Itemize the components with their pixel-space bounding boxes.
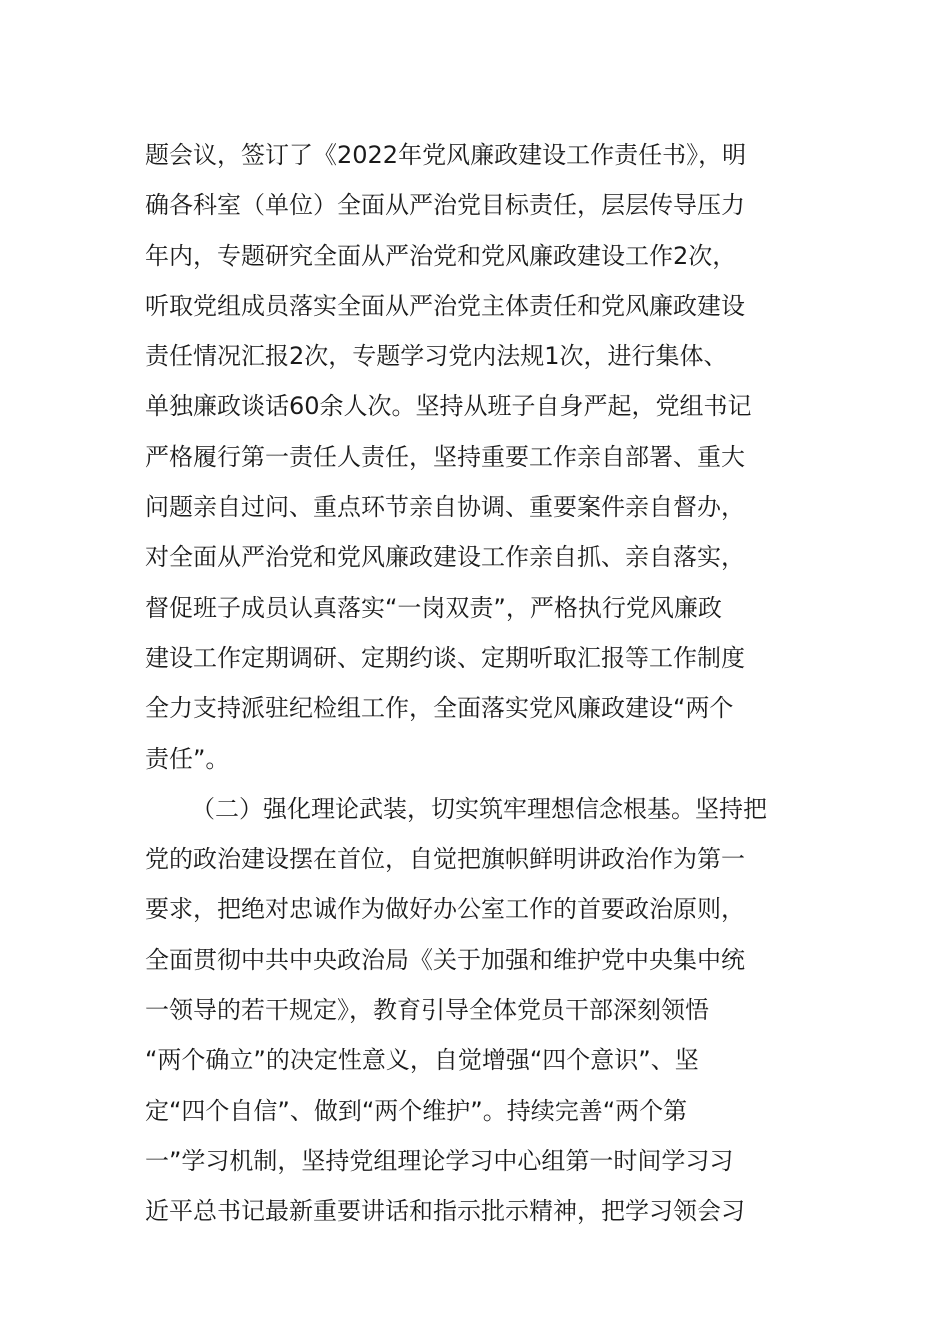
text-line: 确各科室（单位）全面从严治党目标责任，层层传导压力	[145, 191, 745, 220]
text-line: 责任情况汇报2次，专题学习党内法规1次，进行集体、	[145, 342, 728, 371]
section-heading-line: （二）强化理论武装，切实筑牢理想信念根基。坚持把	[191, 794, 767, 823]
text-line: 责任”。	[145, 744, 230, 773]
text-line: 一领导的若干规定》，教育引导全体党员干部深刻领悟	[145, 996, 709, 1025]
text-line: 题会议，签订了《2022年党风廉政建设工作责任书》，明	[145, 141, 747, 169]
text-line: 单独廉政谈话60余人次。坚持从班子自身严起，党组书记	[145, 392, 752, 421]
text-line: 听取党组成员落实全面从严治党主体责任和党风廉政建设	[145, 291, 745, 320]
text-line: 定“四个自信”、做到“两个维护”。持续完善“两个第	[145, 1096, 688, 1125]
text-line: 督促班子成员认真落实“一岗双责”，严格执行党风廉政	[145, 593, 722, 622]
body-text	[145, 130, 807, 1237]
text-line: 一”学习机制，坚持党组理论学习中心组第一时间学习习	[145, 1146, 734, 1175]
text-line: 建设工作定期调研、定期约谈、定期听取汇报等工作制度	[145, 643, 745, 672]
text-line: 年内，专题研究全面从严治党和党风廉政建设工作2次，	[145, 241, 737, 270]
text-line: “两个确立”的决定性意义，自觉增强“四个意识”、坚	[145, 1046, 699, 1075]
text-line: 近平总书记最新重要讲话和指示批示精神，把学习领会习	[145, 1197, 745, 1226]
text-line: 严格履行第一责任人责任，坚持重要工作亲自部署、重大	[145, 442, 745, 471]
text-line: 对全面从严治党和党风廉政建设工作亲自抓、亲自落实，	[145, 543, 745, 572]
text-line: 要求，把绝对忠诚作为做好办公室工作的首要政治原则，	[145, 895, 745, 924]
text-line: 全力支持派驻纪检组工作，全面落实党风廉政建设“两个	[145, 694, 734, 723]
text-line: 全面贯彻中共中央政治局《关于加强和维护党中央集中统	[145, 945, 745, 974]
text-line: 党的政治建设摆在首位，自觉把旗帜鲜明讲政治作为第一	[145, 845, 745, 874]
text-line: 问题亲自过问、重点环节亲自协调、重要案件亲自督办，	[145, 493, 745, 522]
